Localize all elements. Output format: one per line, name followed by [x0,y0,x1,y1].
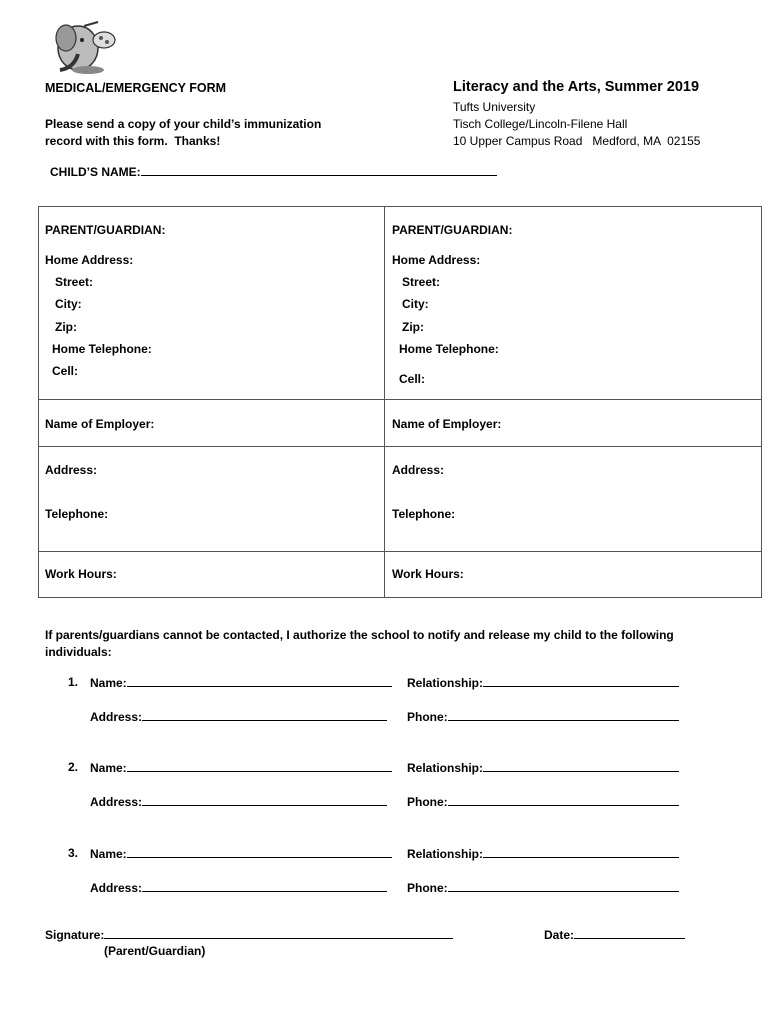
contact-1-address-row [90,709,387,724]
contact-2-name-row [90,760,392,775]
signer-note: (Parent/Guardian) [104,944,206,958]
column-divider [384,207,385,597]
contact-number: 2. [68,760,79,774]
parent-guardian-table [38,206,762,598]
name-label: Name: [90,847,127,861]
address-line-university: Tufts University [453,100,536,114]
zip-field-1[interactable]: Zip: [55,320,77,334]
employer-field-1[interactable]: Name of Employer: [45,417,155,431]
relationship-label: Relationship: [407,761,484,775]
signature-row [45,927,453,942]
phone-label: Phone: [407,710,448,724]
work-hours-field-1[interactable]: Work Hours: [45,567,117,581]
contact-1-relationship-field[interactable] [483,675,679,687]
contact-1-phone-row [407,709,679,724]
address-line-hall: Tisch College/Lincoln-Filene Hall [453,117,628,131]
program-title: Literacy and the Arts, Summer 2019 [453,79,700,95]
name-label: Name: [90,761,127,775]
immunization-note-line1: Please send a copy of your child’s immunization [45,117,322,131]
row-divider [39,446,761,447]
row-divider [39,551,761,552]
signature-label: Signature: [45,928,105,942]
contact-1-phone-field[interactable] [448,709,679,721]
phone-label: Phone: [407,795,448,809]
address-label: Address: [90,710,143,724]
contact-number: 3. [68,846,79,860]
address-label: Address: [90,881,143,895]
phone-label: Phone: [407,881,448,895]
contact-2-address-row [90,794,387,809]
contact-2-phone-field[interactable] [448,794,679,806]
employer-telephone-field-1[interactable]: Telephone: [45,507,109,521]
contact-3-phone-field[interactable] [448,880,679,892]
contact-number: 1. [68,675,79,689]
child-name-label: CHILD’S NAME: [50,165,141,179]
row-divider [39,399,761,400]
parent-label-2: PARENT/GUARDIAN: [392,223,513,237]
contact-3-relationship-field[interactable] [483,846,679,858]
city-field-1[interactable]: City: [55,297,82,311]
contact-2-relationship-row [407,760,679,775]
authorization-text-line1: If parents/guardians cannot be contacted, I authorize the school to notify and release my child to the following [45,628,674,642]
immunization-note-line2: record with this form. Thanks! [45,134,221,148]
work-hours-field-2[interactable]: Work Hours: [392,567,464,581]
contact-1-address-field[interactable] [142,709,387,721]
contact-1-relationship-row [407,675,679,690]
contact-3-phone-row [407,880,679,895]
address-line-street: 10 Upper Campus Road Medford, MA 02155 [453,134,701,148]
contact-3-address-row [90,880,387,895]
contact-3-relationship-row [407,846,679,861]
home-telephone-field-2[interactable]: Home Telephone: [399,342,499,356]
cell-field-2[interactable]: Cell: [399,372,426,386]
contact-2-relationship-field[interactable] [483,760,679,772]
contact-3-name-row [90,846,392,861]
employer-field-2[interactable]: Name of Employer: [392,417,502,431]
name-label: Name: [90,676,127,690]
home-address-label-1: Home Address: [45,253,134,267]
contact-2-name-field[interactable] [127,760,392,772]
employer-address-field-1[interactable]: Address: [45,463,98,477]
signature-field[interactable] [104,927,453,939]
contact-2-phone-row [407,794,679,809]
address-label: Address: [90,795,143,809]
child-name-field[interactable] [141,164,497,176]
relationship-label: Relationship: [407,676,484,690]
contact-3-name-field[interactable] [127,846,392,858]
form-title: MEDICAL/EMERGENCY FORM [45,81,227,95]
parent-label-1: PARENT/GUARDIAN: [45,223,166,237]
relationship-label: Relationship: [407,847,484,861]
date-label: Date: [544,928,575,942]
contact-1-name-row [90,675,392,690]
employer-telephone-field-2[interactable]: Telephone: [392,507,456,521]
home-telephone-field-1[interactable]: Home Telephone: [52,342,152,356]
date-row [544,927,685,942]
cell-field-1[interactable]: Cell: [52,364,79,378]
employer-address-field-2[interactable]: Address: [392,463,445,477]
city-field-2[interactable]: City: [402,297,429,311]
contact-2-address-field[interactable] [142,794,387,806]
date-field[interactable] [574,927,685,939]
child-name-row [50,164,497,179]
elephant-painter-icon [48,18,118,76]
zip-field-2[interactable]: Zip: [402,320,424,334]
home-address-label-2: Home Address: [392,253,481,267]
contact-1-name-field[interactable] [127,675,392,687]
contact-3-address-field[interactable] [142,880,387,892]
street-field-1[interactable]: Street: [55,275,94,289]
authorization-text-line2: individuals: [45,645,112,659]
street-field-2[interactable]: Street: [402,275,441,289]
